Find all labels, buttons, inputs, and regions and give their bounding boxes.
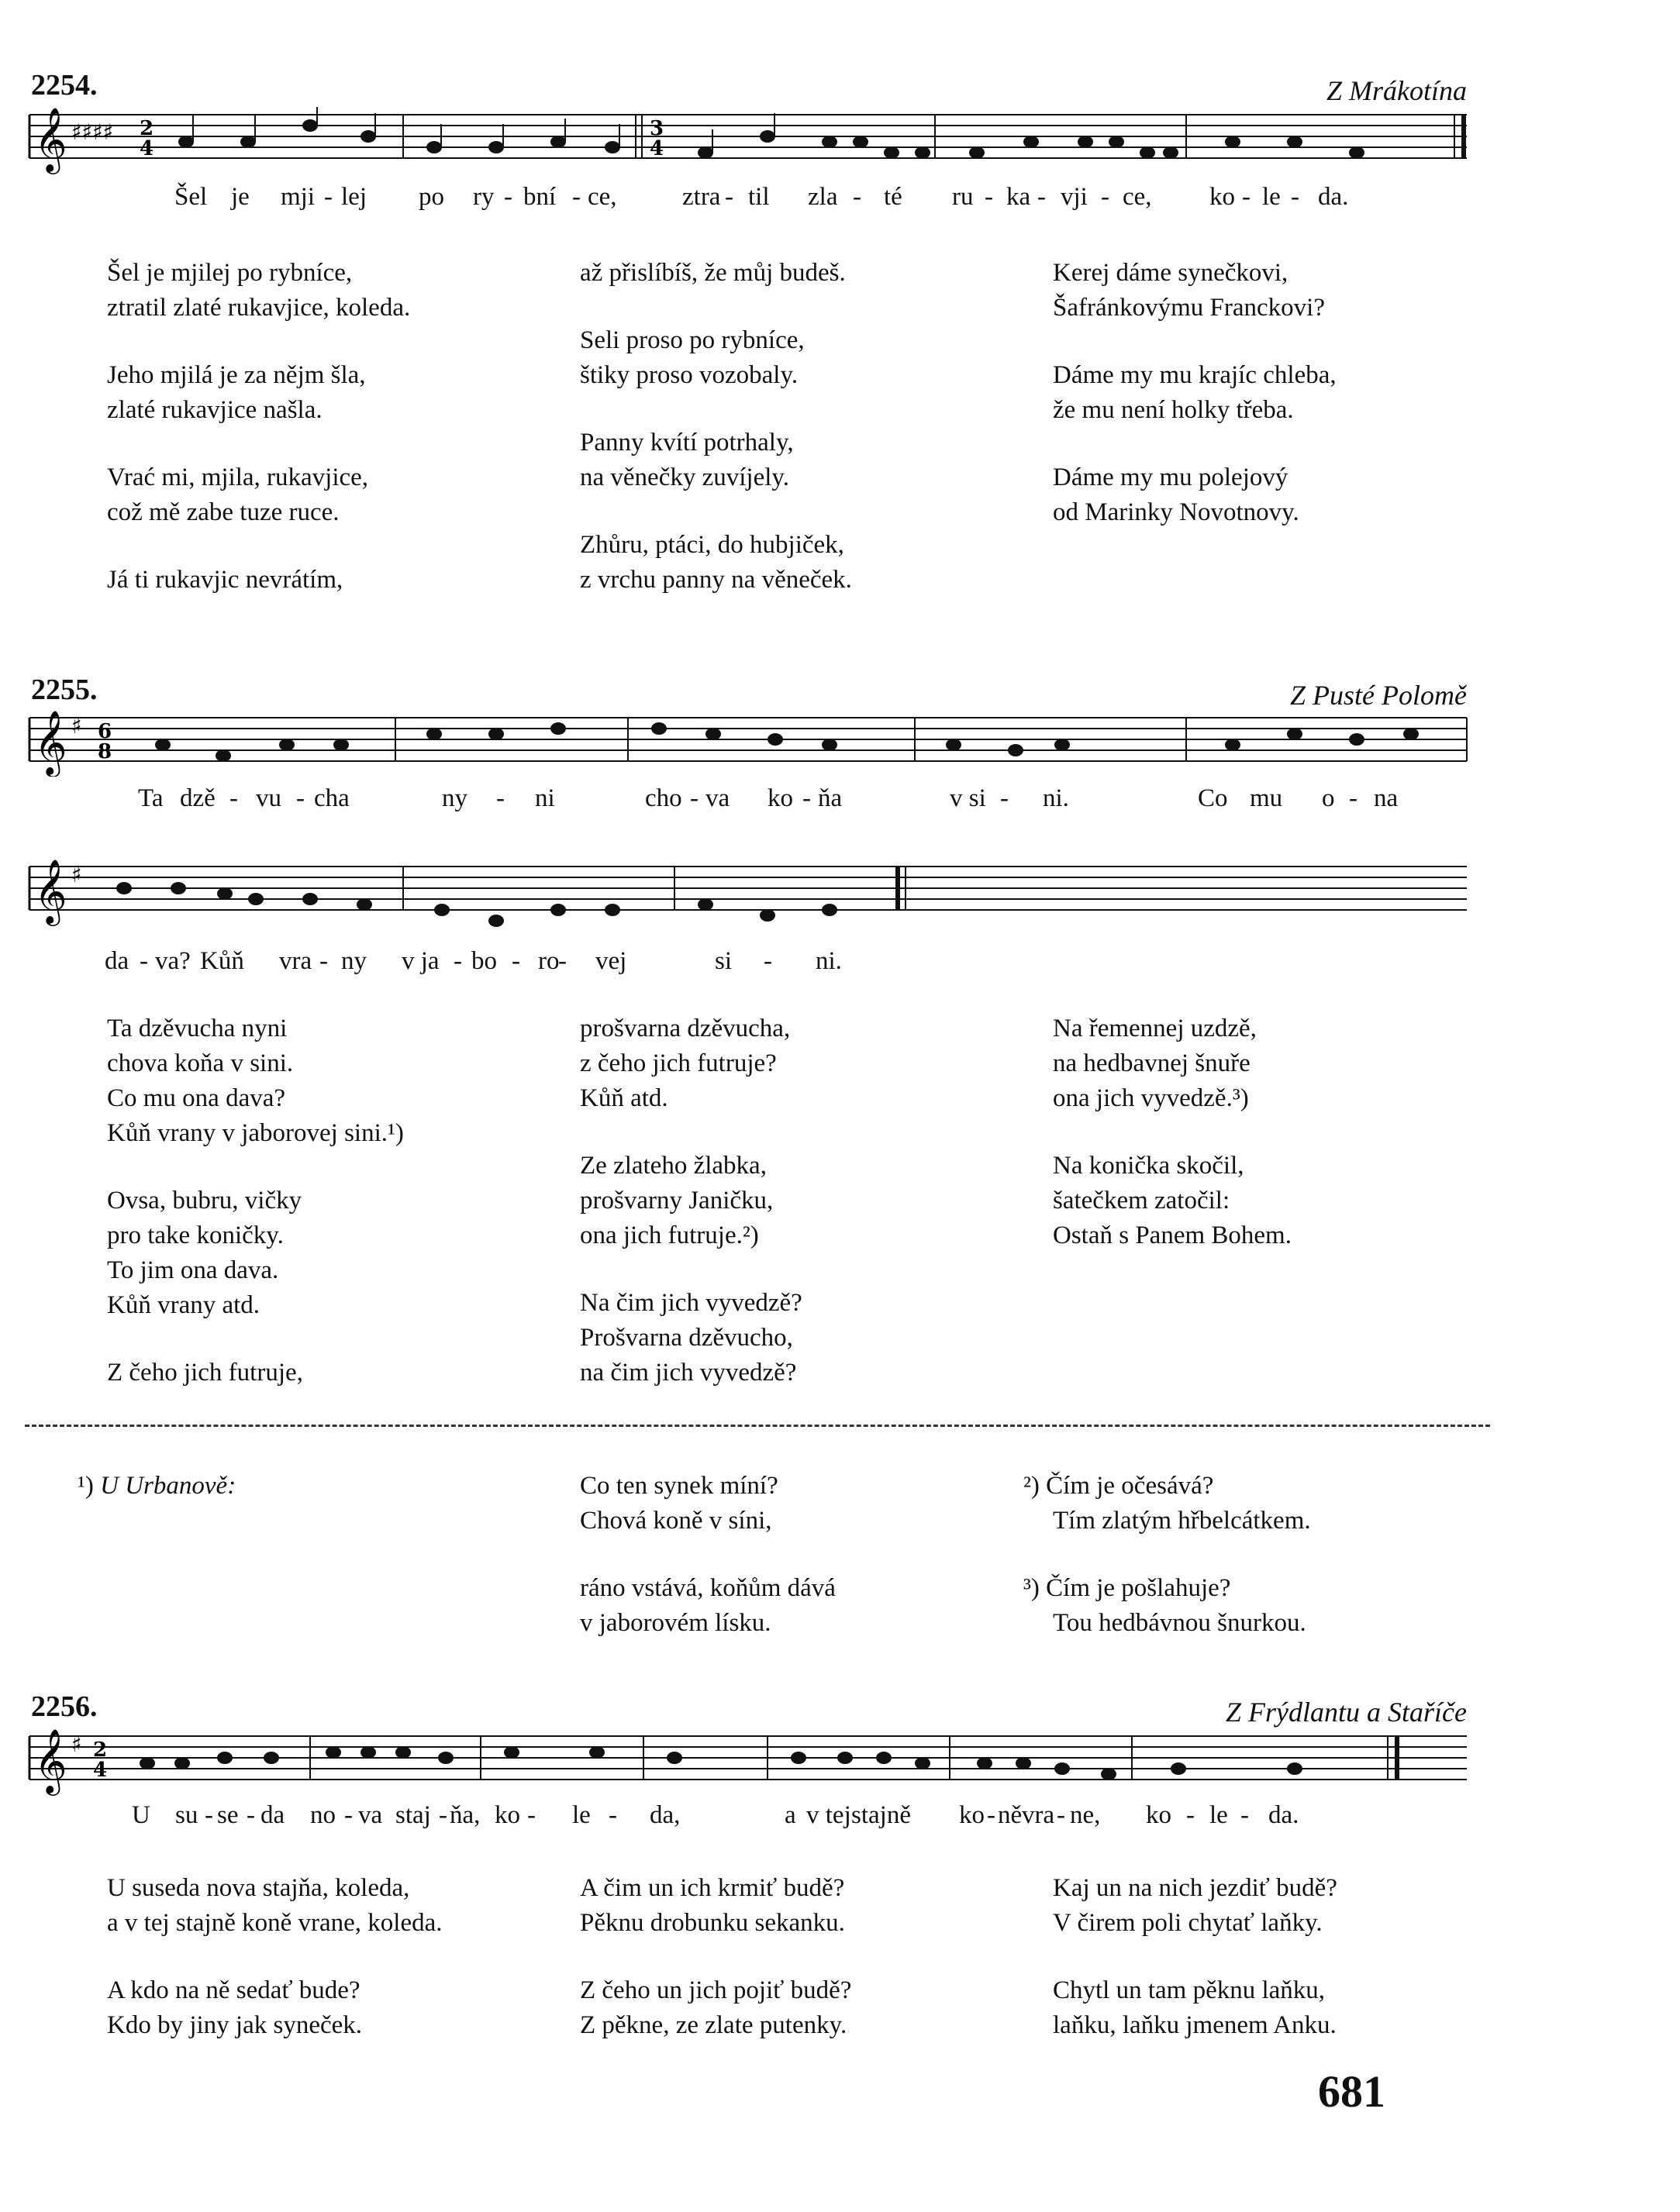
verse-line: Kůň vrany atd.: [107, 1291, 260, 1319]
verse-line: Kerej dáme synečkovi,: [1053, 259, 1288, 287]
lyric-syllable: stajně: [851, 1801, 911, 1829]
verse-line: Šafránkovýmu Franckovi?: [1053, 294, 1325, 322]
lyric-syllable: ni.: [816, 947, 842, 975]
lyric-syllable: ro: [538, 947, 560, 975]
lyric-syllable: Šel: [174, 183, 208, 211]
lyric-syllable: -: [1186, 1801, 1195, 1829]
key-signature: ♯: [71, 713, 82, 739]
lyric-syllable: se: [217, 1801, 239, 1829]
lyric-syllable: va: [358, 1801, 383, 1829]
verse-line: A kdo na ně sedať bude?: [107, 1976, 360, 2004]
lyric-syllable: ko: [1146, 1801, 1171, 1829]
lyric-syllable: zla: [808, 183, 838, 211]
footnote-line: v jaborovém lísku.: [580, 1609, 771, 1637]
lyric-syllable: mji: [281, 183, 316, 211]
lyric-syllable: vu: [256, 784, 281, 812]
music-staff: [23, 856, 1473, 933]
lyric-syllable: -: [987, 1801, 995, 1829]
treble-clef-icon: 𝄞: [34, 107, 67, 171]
footnote-line: Čím je pošlahuje?: [1046, 1574, 1231, 1602]
lyric-syllable: v tej: [806, 1801, 851, 1829]
lyric-syllable: -: [1349, 784, 1357, 812]
lyric-syllable: vji: [1061, 183, 1088, 211]
verse-line: Šel je mjilej po rybníce,: [107, 259, 353, 287]
lyric-syllable: ni: [535, 784, 555, 812]
lyric-syllable: -: [1240, 1801, 1249, 1829]
lyric-syllable: da.: [1268, 1801, 1299, 1829]
verse-column: [107, 1871, 443, 2043]
lyric-syllable: ru: [952, 183, 974, 211]
lyric-syllable: -: [140, 947, 148, 975]
verse-line: Jeho mjilá je za nějm šla,: [107, 361, 366, 389]
song-number: 2256.: [31, 1690, 98, 1723]
lyric-syllable: -: [247, 1801, 255, 1829]
lyric-syllable: vej: [595, 947, 627, 975]
verse-line: Dáme my mu polejový: [1053, 463, 1288, 491]
verse-line: Kůň atd.: [580, 1084, 668, 1112]
lyric-syllable: -: [504, 183, 512, 211]
svg-text:4: 4: [650, 137, 664, 160]
lyric-syllable: bní: [523, 183, 557, 211]
music-staff: [23, 107, 1473, 177]
verse-line: zlaté rukavjice našla.: [107, 396, 323, 424]
verse-line: Ovsa, bubru, vičky: [107, 1187, 302, 1215]
lyric-syllable: -: [324, 183, 333, 211]
svg-text:4: 4: [140, 137, 154, 160]
verse-line: Kdo by jiny jak syneček.: [107, 2011, 363, 2039]
treble-clef-icon: 𝄞: [34, 858, 67, 923]
verse-line: na čim jich vyvedzě?: [580, 1359, 797, 1387]
lyric-syllable: ry: [473, 183, 495, 211]
verse-line: Dáme my mu krajíc chleba,: [1053, 361, 1337, 389]
lyric-syllable: je: [231, 183, 250, 211]
lyric-syllable: -: [439, 1801, 447, 1829]
lyric-syllable: ce,: [1123, 183, 1152, 211]
song-origin: Z Frýdlantu a Staříče: [1226, 1697, 1467, 1728]
lyric-syllable: ny: [341, 947, 367, 975]
lyric-syllable: dzě: [180, 784, 216, 812]
verse-line: Z čeho un jich pojiť budě?: [580, 1976, 852, 2004]
lyric-syllable: v ja: [402, 947, 440, 975]
verse-line: Na čim jich vyvedzě?: [580, 1289, 802, 1317]
footnote-column: [1023, 1469, 1311, 1641]
verse-line: šatečkem zatočil:: [1053, 1187, 1230, 1215]
lyric-syllable: ko: [1209, 183, 1235, 211]
song-number: 2255.: [31, 674, 98, 706]
lyric-syllable: da,: [650, 1801, 681, 1829]
footnote-title: U Urbanově:: [100, 1472, 236, 1500]
verse-column: [107, 1011, 404, 1390]
verse-line: na věnečky zuvíjely.: [580, 463, 789, 491]
verse-column: [580, 256, 852, 598]
lyric-syllable: -: [527, 1801, 536, 1829]
lyric-syllable: -: [1101, 183, 1109, 211]
verse-line: na hedbavnej šnuře: [1053, 1049, 1251, 1077]
footnote-line: ráno vstává, koňům dává: [580, 1574, 836, 1602]
footnote-line: Tím zlatým hřbelcátkem.: [1053, 1507, 1311, 1535]
lyric-syllable: ňa,: [450, 1801, 481, 1829]
footnote-divider: [25, 1425, 1490, 1427]
song-lyrics-line: [0, 1801, 1680, 1832]
time-signature: 2: [93, 1738, 108, 1762]
verse-column: [580, 1871, 851, 2043]
key-signature: ♯♯♯♯: [71, 119, 114, 145]
lyric-syllable: vra: [279, 947, 312, 975]
verse-line: Pěknu drobunku sekanku.: [580, 1909, 845, 1937]
verse-line: pro take koničky.: [107, 1221, 284, 1249]
verse-line: ona jich vyvedzě.³): [1053, 1084, 1249, 1112]
verse-line: U suseda nova stajňa, koleda,: [107, 1874, 410, 1902]
verse-line: z čeho jich futruje?: [580, 1049, 777, 1077]
verse-line: prošvarny Janičku,: [580, 1187, 774, 1215]
lyric-syllable: va: [705, 784, 730, 812]
lyric-syllable: bo: [471, 947, 497, 975]
lyric-syllable: da: [105, 947, 129, 975]
lyric-syllable: -: [454, 947, 462, 975]
lyric-syllable: -: [558, 947, 567, 975]
verse-line: A čim un ich krmiť budě?: [580, 1874, 845, 1902]
lyric-syllable: -: [764, 947, 772, 975]
lyric-syllable: ka: [1006, 183, 1031, 211]
lyric-syllable: ce,: [588, 183, 617, 211]
song-origin: Z Pusté Polomě: [1290, 680, 1467, 711]
lyric-syllable: Kůň: [200, 947, 244, 975]
verse-line: Já ti rukavjic nevrátím,: [107, 566, 343, 594]
lyric-syllable: cha: [314, 784, 350, 812]
footnote-marker: ³): [1023, 1574, 1040, 1602]
verse-line: Ostaň s Panem Bohem.: [1053, 1221, 1292, 1249]
verse-line: Vrać mi, mjila, rukavjice,: [107, 463, 369, 491]
lyric-syllable: su: [175, 1801, 198, 1829]
verse-line: ona jich futruje.²): [580, 1221, 759, 1249]
lyric-syllable: -: [296, 784, 305, 812]
key-signature: ♯: [71, 1731, 82, 1757]
lyric-syllable: til: [748, 183, 770, 211]
lyric-syllable: -: [853, 183, 861, 211]
verse-line: až přislíbíš, že můj budeš.: [580, 259, 846, 287]
verse-line: Chytl un tam pěknu laňku,: [1053, 1976, 1326, 2004]
verse-column: [1053, 1871, 1337, 2043]
lyric-syllable: -: [319, 947, 328, 975]
lyric-syllable: U: [132, 1801, 150, 1829]
lyric-syllable: -: [496, 784, 505, 812]
footnote-line: Tou hedbávnou šnurkou.: [1053, 1609, 1306, 1637]
lyric-syllable: té: [884, 183, 902, 211]
page-number: 681: [1318, 2066, 1385, 2117]
verse-line: štiky proso vozobaly.: [580, 361, 799, 389]
lyric-syllable: na: [1374, 784, 1399, 812]
lyric-syllable: -: [609, 1801, 617, 1829]
song-lyrics-line: [0, 784, 1680, 815]
verse-line: a v tej stajně koně vrane, koleda.: [107, 1909, 443, 1937]
treble-clef-icon: 𝄞: [34, 709, 67, 774]
verse-line: prošvarna dzěvucha,: [580, 1015, 791, 1042]
verse-line: Panny kvítí potrhaly,: [580, 429, 794, 457]
verse-line: To jim ona dava.: [107, 1256, 279, 1284]
lyric-syllable: no: [310, 1801, 336, 1829]
verse-line: že mu není holky třeba.: [1053, 396, 1294, 424]
time-signature: 6: [98, 720, 112, 743]
lyric-syllable: ko: [495, 1801, 520, 1829]
lyric-syllable: -: [1000, 784, 1009, 812]
music-staff: [23, 707, 1473, 777]
svg-text:3: 3: [650, 117, 664, 140]
verse-line: Co mu ona dava?: [107, 1084, 286, 1112]
footnote-marker: ²): [1023, 1472, 1040, 1500]
lyric-syllable: o: [1322, 784, 1335, 812]
lyric-syllable: da: [260, 1801, 285, 1829]
lyric-syllable: cho: [645, 784, 682, 812]
verse-line: z vrchu panny na věneček.: [580, 566, 852, 594]
footnote-marker: ¹): [78, 1472, 94, 1500]
lyric-syllable: vra: [1022, 1801, 1055, 1829]
lyric-syllable: -: [205, 1801, 213, 1829]
footnote-line: Chová koně v síni,: [580, 1507, 772, 1535]
lyric-syllable: ně: [998, 1801, 1023, 1829]
lyric-syllable: -: [725, 183, 733, 211]
verse-line: V čirem poli chytať laňky.: [1053, 1909, 1323, 1937]
verse-line: Ta dzěvucha nyni: [107, 1015, 288, 1042]
verse-line: ztratil zlaté rukavjice, koleda.: [107, 294, 411, 322]
lyric-syllable: -: [1291, 183, 1299, 211]
verse-line: Prošvarna dzěvucho,: [580, 1324, 793, 1352]
key-signature: ♯: [71, 862, 82, 887]
lyric-syllable: Co: [1198, 784, 1228, 812]
verse-line: Z čeho jich futruje,: [107, 1359, 303, 1387]
lyric-syllable: staj: [395, 1801, 431, 1829]
lyric-syllable: Ta: [138, 784, 164, 812]
lyric-syllable: -: [1242, 183, 1251, 211]
footnote-column: [580, 1469, 836, 1641]
verse-line: Z pěkne, ze zlate putenky.: [580, 2011, 847, 2039]
lyric-syllable: ni.: [1043, 784, 1069, 812]
lyric-syllable: -: [1037, 183, 1046, 211]
lyric-syllable: ne,: [1070, 1801, 1101, 1829]
svg-text:8: 8: [98, 740, 112, 763]
footnote-line: Čím je očesává?: [1046, 1472, 1214, 1500]
lyric-syllable: da.: [1318, 183, 1349, 211]
lyric-syllable: -: [344, 1801, 353, 1829]
song-origin: Z Mrákotína: [1326, 75, 1467, 106]
lyric-syllable: -: [1057, 1801, 1065, 1829]
lyric-syllable: ko: [768, 784, 793, 812]
lyric-syllable: ňa: [818, 784, 843, 812]
lyric-syllable: v si: [950, 784, 986, 812]
song-lyrics-line: [0, 947, 1680, 978]
lyric-syllable: le: [572, 1801, 591, 1829]
lyric-syllable: mu: [1250, 784, 1283, 812]
lyric-syllable: -: [572, 183, 581, 211]
lyric-syllable: -: [802, 784, 811, 812]
lyric-syllable: ko: [959, 1801, 985, 1829]
lyric-syllable: -: [229, 784, 238, 812]
time-signature: 2: [140, 117, 154, 140]
lyric-syllable: va?: [155, 947, 191, 975]
verse-line: od Marinky Novotnovy.: [1053, 498, 1299, 526]
verse-line: laňku, laňku jmenem Anku.: [1053, 2011, 1337, 2039]
lyric-syllable: -: [985, 183, 993, 211]
verse-line: Ze zlateho žlabka,: [580, 1152, 767, 1180]
verse-column: [1053, 256, 1337, 530]
lyric-syllable: a: [785, 1801, 796, 1829]
lyric-syllable: -: [512, 947, 520, 975]
verse-column: [1053, 1011, 1292, 1253]
treble-clef-icon: 𝄞: [34, 1728, 67, 1793]
lyric-syllable: ny: [442, 784, 467, 812]
lyric-syllable: le: [1262, 183, 1281, 211]
verse-line: chova koňa v sini.: [107, 1049, 294, 1077]
footnote-line: Co ten synek míní?: [580, 1472, 778, 1500]
music-staff: [23, 1727, 1473, 1797]
lyric-syllable: ztra: [682, 183, 721, 211]
verse-column: [580, 1011, 802, 1390]
song-number: 2254.: [31, 69, 98, 102]
lyric-syllable: -: [690, 784, 699, 812]
verse-line: Seli proso po rybníce,: [580, 326, 805, 354]
lyric-syllable: po: [419, 183, 444, 211]
lyric-syllable: le: [1209, 1801, 1228, 1829]
verse-column: [107, 256, 410, 598]
footnote-label: [78, 1469, 236, 1504]
svg-text:4: 4: [93, 1759, 108, 1782]
verse-line: Na konička skočil,: [1053, 1152, 1244, 1180]
song-lyrics-line: [0, 183, 1680, 214]
verse-line: Na řemennej uzdzě,: [1053, 1015, 1257, 1042]
lyric-syllable: lej: [341, 183, 367, 211]
verse-line: což mě zabe tuze ruce.: [107, 498, 340, 526]
verse-line: Zhůru, ptáci, do hubjiček,: [580, 531, 844, 559]
lyric-syllable: si: [715, 947, 733, 975]
verse-line: Kůň vrany v jaborovej sini.¹): [107, 1119, 404, 1147]
verse-line: Kaj un na nich jezdiť budě?: [1053, 1874, 1337, 1902]
